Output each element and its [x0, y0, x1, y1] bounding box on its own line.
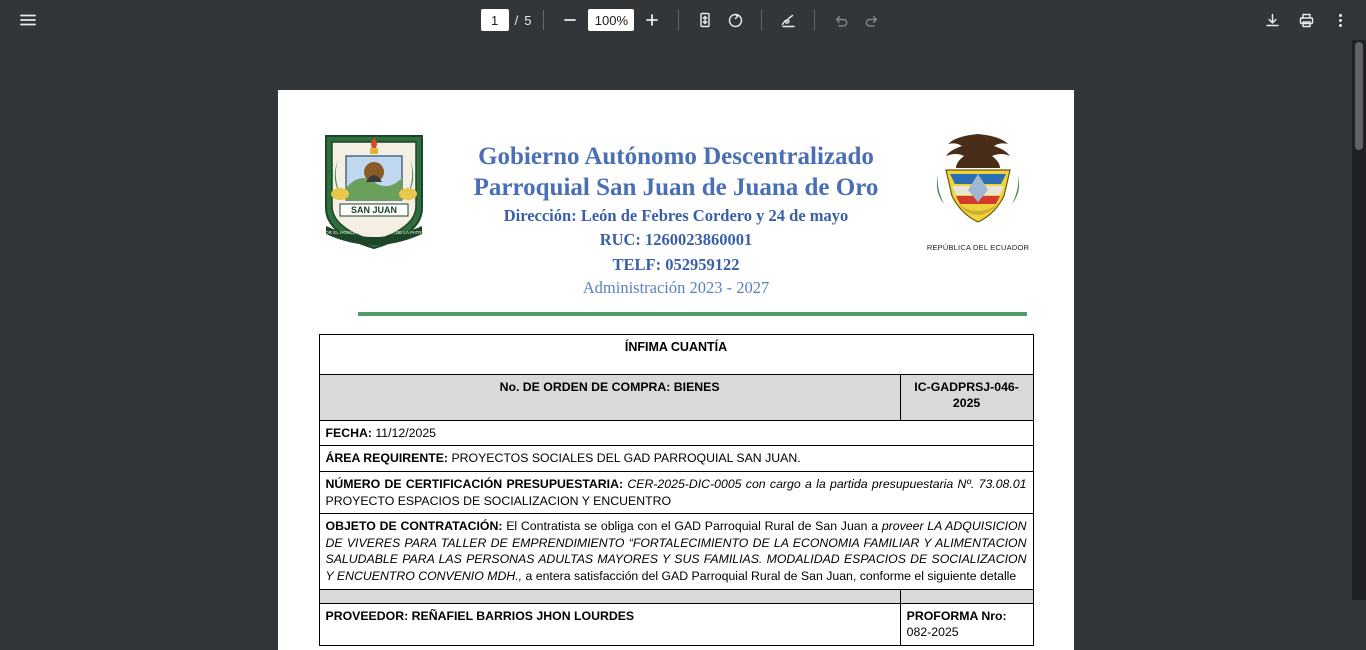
- zoom-level-value[interactable]: 100%: [588, 9, 634, 31]
- proveedor-label: PROVEEDOR:: [325, 608, 409, 623]
- area-row: [319, 446, 1033, 472]
- page-total-count: 5: [524, 12, 532, 28]
- svg-text:POR EL HONOR Y LA GRANDEZA DE: POR EL HONOR Y LA GRANDEZA DE LA PATRIA: [322, 230, 426, 235]
- san-juan-coat-of-arms: [318, 130, 430, 257]
- table-row: [319, 446, 1033, 472]
- table-row: [319, 420, 1033, 446]
- table-row: [319, 603, 1033, 645]
- table-row: [319, 471, 1033, 513]
- order-code: IC-GADPRSJ-046-2025: [900, 374, 1033, 420]
- cert-value-italic: CER-2025-DIC-0005 con cargo a la partida presupuestaria Nº. 73.08.01: [627, 476, 1027, 491]
- toolbar-left-group: [0, 0, 42, 40]
- objeto-italic: proveer LA ADQUISICION DE VIVERES PARA TALLER DE EMPRENDIMIENTO “FORTALECIMIENTO DE LA ECONOMIA FAMILIAR Y ALIMENTACION SALUDABLE PARA LAS PERSONAS ADULTAS MAYORES Y SUS FAMILIAS. MODALIDAD ESPACIOS DE SOCIALIZACION Y ENCUENTRO CONVENIO MDH.,: [325, 519, 1027, 583]
- table-row: [319, 514, 1033, 589]
- certificacion-row: [319, 471, 1033, 513]
- objeto-pre: El Contratista se obliga con el GAD Parroquial Rural de San Juan a: [506, 519, 879, 534]
- area-value: PROYECTOS SOCIALES DEL GAD PARROQUIAL SAN JUAN.: [451, 451, 801, 466]
- proveedor-value: REÑAFIEL BARRIOS JHON LOURDES: [411, 608, 635, 623]
- objeto-label: OBJETO DE CONTRATACIÓN:: [325, 519, 503, 534]
- institution-address: Dirección: León de Febres Cordero y 24 de mayo: [503, 206, 849, 225]
- ecuador-coat-of-arms: [922, 130, 1034, 252]
- objeto-row: [319, 514, 1033, 589]
- table-row-spacer: [319, 589, 1033, 603]
- undo-icon[interactable]: [827, 6, 855, 34]
- toolbar-divider-4: [814, 10, 815, 30]
- fecha-value: 11/12/2025: [375, 425, 437, 440]
- download-icon[interactable]: [1258, 6, 1286, 34]
- table-row: [319, 374, 1033, 420]
- proforma-label: PROFORMA Nro:: [906, 608, 1007, 623]
- svg-text:SAN JUAN: SAN JUAN: [350, 205, 398, 215]
- plus-icon[interactable]: [638, 6, 666, 34]
- order-label: No. DE ORDEN DE COMPRA: BIENES: [319, 374, 900, 420]
- letterhead-text: [430, 130, 922, 298]
- toolbar-divider-2: [678, 10, 679, 30]
- pdf-viewer[interactable]: [0, 40, 1366, 640]
- toolbar-divider-3: [761, 10, 762, 30]
- page-navigation: [481, 9, 532, 31]
- hamburger-menu-icon[interactable]: [14, 6, 42, 34]
- pdf-toolbar: [0, 0, 1366, 40]
- cert-label: NÚMERO DE CERTIFICACIÓN PRESUPUESTARIA:: [325, 476, 624, 491]
- rotate-icon[interactable]: [721, 6, 749, 34]
- proforma-value: 082-2025: [906, 625, 959, 640]
- infima-cuantia-table: [319, 334, 1034, 646]
- institution-telf: TELF: 052959122: [612, 254, 740, 274]
- institution-ruc: RUC: 1260023860001: [599, 230, 753, 250]
- fecha-label: FECHA:: [325, 425, 372, 440]
- objeto-post: a entera satisfacción del GAD Parroquial Rural de San Juan, conforme el siguiente detalle: [525, 568, 1017, 583]
- pdf-page-1: [278, 90, 1074, 650]
- page-separator: /: [514, 12, 519, 28]
- institution-administration: Administración 2023 - 2027: [582, 277, 770, 297]
- print-icon[interactable]: [1292, 6, 1320, 34]
- more-vertical-icon[interactable]: [1326, 6, 1354, 34]
- proveedor-cell: [319, 603, 900, 645]
- toolbar-center-group: [481, 6, 886, 34]
- vertical-scrollbar[interactable]: [1352, 40, 1366, 600]
- area-label: ÁREA REQUIRENTE:: [325, 451, 449, 466]
- page-number-input[interactable]: [481, 9, 509, 31]
- toolbar-divider-1: [543, 10, 544, 30]
- document-letterhead: [318, 90, 1034, 298]
- ink-annotate-icon[interactable]: [774, 6, 802, 34]
- republic-label: REPÚBLICA DEL ECUADOR: [926, 243, 1030, 252]
- table-row: [319, 334, 1033, 374]
- fecha-row: [319, 420, 1033, 446]
- table-title: ÍNFIMA CUANTÍA: [319, 334, 1033, 374]
- cert-value-rest: PROYECTO ESPACIOS DE SOCIALIZACION Y ENCUENTRO: [325, 493, 672, 508]
- scrollbar-thumb[interactable]: [1355, 42, 1363, 150]
- institution-title-line2: Parroquial San Juan de Juana de Oro: [473, 173, 879, 201]
- header-divider: [358, 312, 1027, 316]
- minus-icon[interactable]: [556, 6, 584, 34]
- proforma-cell: [900, 603, 1033, 645]
- toolbar-right-group: [1258, 0, 1366, 40]
- redo-icon[interactable]: [857, 6, 885, 34]
- fit-to-page-icon[interactable]: [691, 6, 719, 34]
- institution-title-line1: Gobierno Autónomo Descentralizado: [478, 143, 874, 170]
